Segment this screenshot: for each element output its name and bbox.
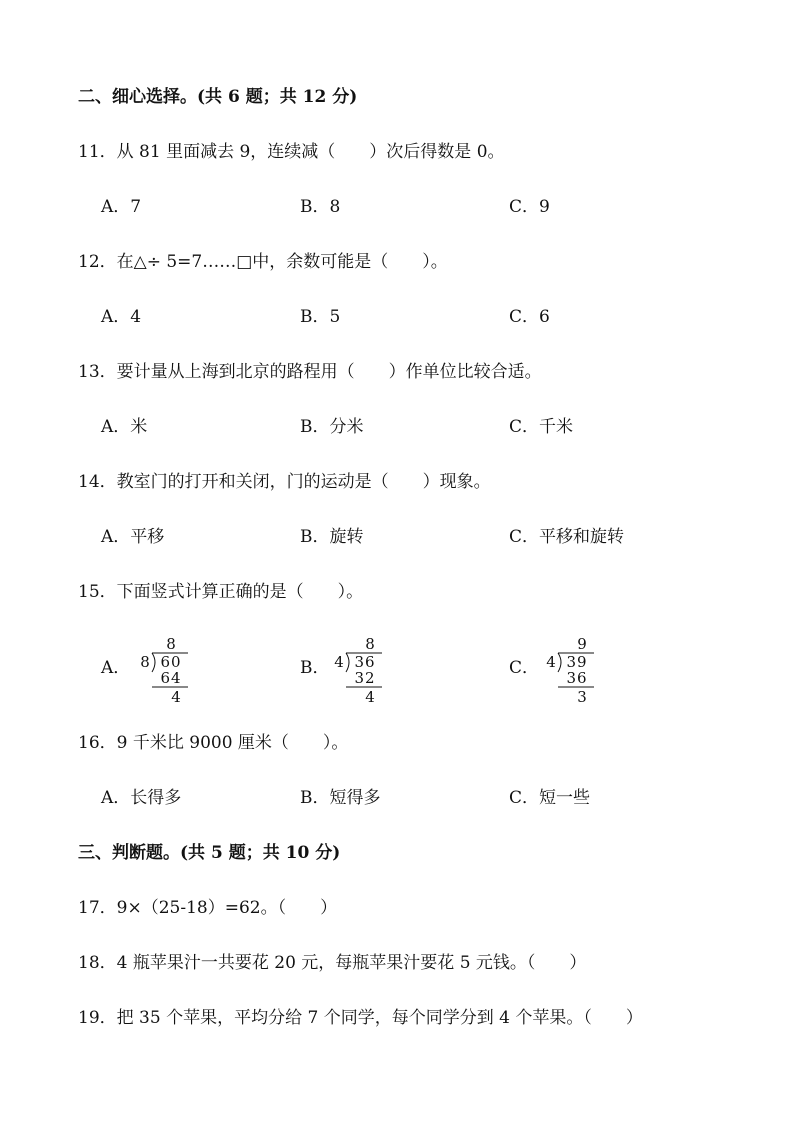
divisor: 4: [334, 653, 344, 671]
long-division-c: [544, 634, 604, 708]
dividend: 39: [566, 653, 588, 671]
division-bracket: [346, 653, 349, 672]
question-17: 17．9×（25-18）=62。（ ）: [78, 898, 338, 918]
q11-option-b: B．8: [300, 197, 341, 217]
remainder: 3: [577, 688, 587, 706]
q13-option-a: A．米: [101, 417, 148, 437]
question-13: 13．要计量从上海到北京的路程用（ ）作单位比较合适。: [78, 362, 542, 382]
long-division-b: [332, 634, 392, 708]
q16-option-c: C．短一些: [509, 788, 591, 808]
long-division-a: [138, 634, 198, 708]
q13-option-c: C．千米: [509, 417, 574, 437]
q12-option-c: C．6: [509, 307, 550, 327]
question-15: 15．下面竖式计算正确的是（ ）。: [78, 582, 364, 602]
q11-option-c: C．9: [509, 197, 550, 217]
q15-option-b: B．: [300, 658, 330, 678]
quotient: 8: [365, 635, 375, 653]
question-19: 19．把 35 个苹果，平均分给 7 个同学，每个同学分到 4 个苹果。（ ）: [78, 1008, 643, 1028]
question-14: 14．教室门的打开和关闭，门的运动是（ ）现象。: [78, 472, 491, 492]
product: 36: [566, 669, 588, 687]
q12-option-a: A．4: [101, 307, 142, 327]
q14-option-c: C．平移和旋转: [509, 527, 625, 547]
remainder: 4: [365, 688, 375, 706]
division-bracket: [558, 653, 561, 672]
q15-option-c: C．: [509, 658, 540, 678]
question-12: 12．在△÷ 5=7……□中，余数可能是（ ）。: [78, 252, 448, 272]
dividend: 60: [160, 653, 182, 671]
q15-option-a: A．: [101, 658, 131, 678]
question-18: 18．4 瓶苹果汁一共要花 20 元，每瓶苹果汁要花 5 元钱。（ ）: [78, 953, 587, 973]
product: 64: [160, 669, 182, 687]
q16-option-a: A．长得多: [101, 788, 182, 808]
q13-option-b: B．分米: [300, 417, 364, 437]
long-division-c-figure: [544, 634, 604, 704]
product: 32: [354, 669, 376, 687]
section-title-judgement: 三、判断题。(共 5 题；共 10 分): [78, 843, 341, 863]
q14-option-a: A．平移: [101, 527, 165, 547]
long-division-b-figure: [332, 634, 392, 704]
division-bracket: [152, 653, 155, 672]
q11-option-a: A．7: [101, 197, 142, 217]
divisor: 4: [546, 653, 556, 671]
remainder: 4: [171, 688, 181, 706]
q16-option-b: B．短得多: [300, 788, 381, 808]
dividend: 36: [354, 653, 376, 671]
divisor: 8: [140, 653, 150, 671]
question-11: 11．从 81 里面减去 9，连续减（ ）次后得数是 0。: [78, 142, 505, 162]
q12-option-b: B．5: [300, 307, 341, 327]
q14-option-b: B．旋转: [300, 527, 364, 547]
section-title-choice: 二、细心选择。(共 6 题；共 12 分): [78, 87, 358, 107]
quotient: 9: [577, 635, 587, 653]
question-16: 16．9 千米比 9000 厘米（ ）。: [78, 733, 349, 753]
long-division-a-figure: [138, 634, 198, 704]
quotient: 8: [166, 635, 176, 653]
